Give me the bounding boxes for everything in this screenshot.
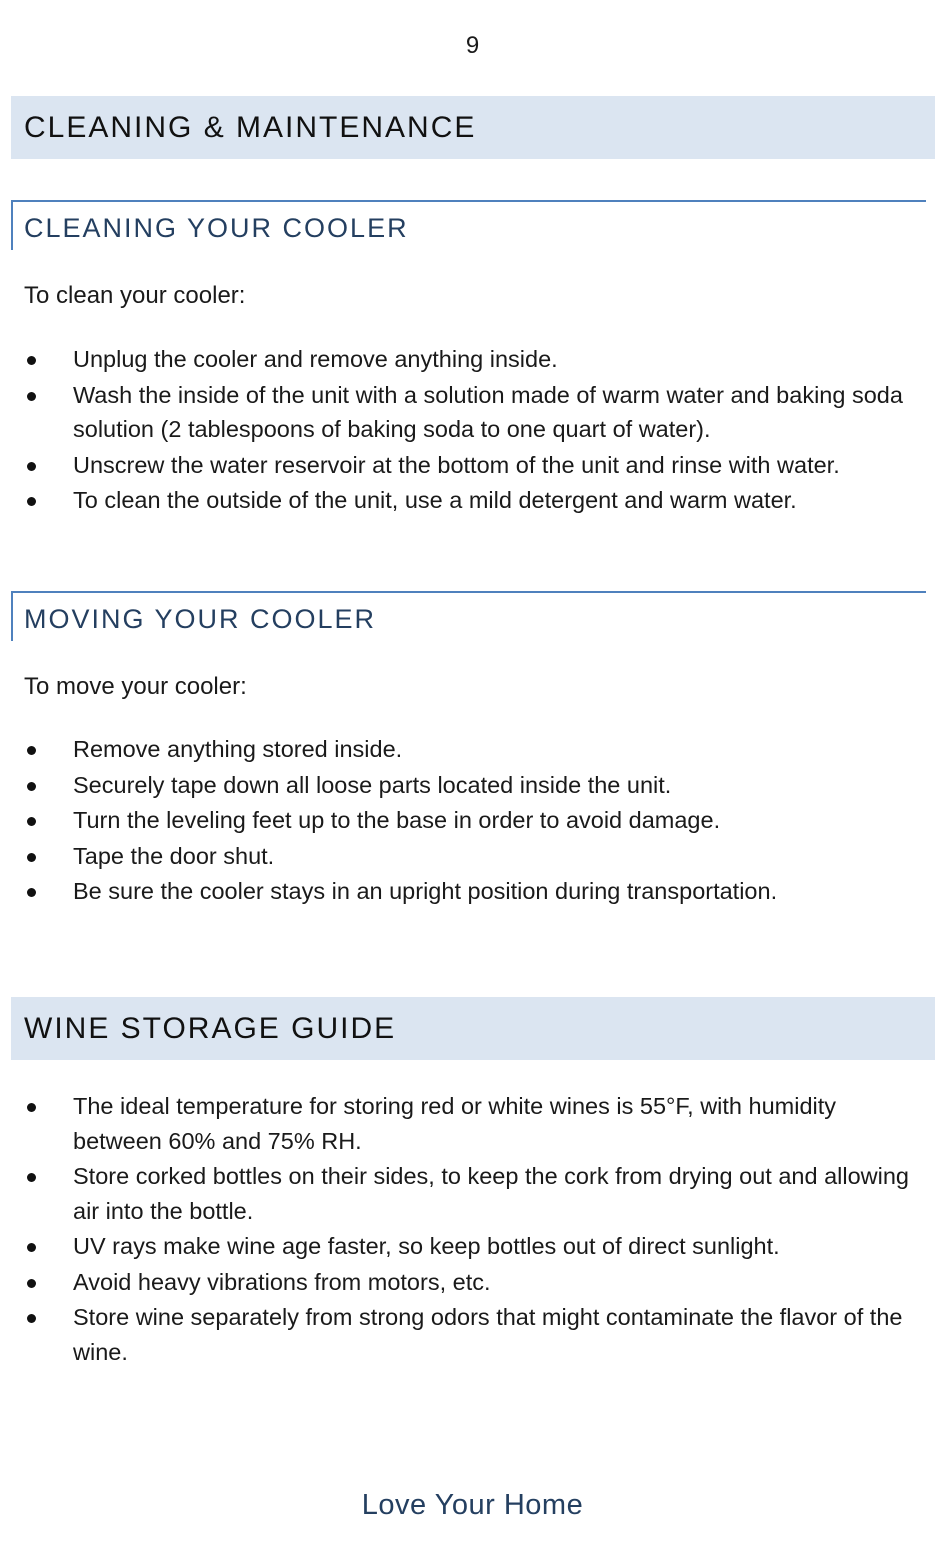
list-item-text: The ideal temperature for storing red or white wines is 55°F, with humidity between 60% and 75% RH.	[73, 1093, 837, 1154]
bullet-icon	[27, 497, 36, 506]
list-item-text: Be sure the cooler stays in an upright position during transportation.	[73, 878, 778, 904]
cleaning-steps-list	[24, 342, 924, 519]
bullet-icon	[27, 1173, 36, 1182]
list-item-text: Turn the leveling feet up to the base in order to avoid damage.	[73, 807, 721, 833]
list-item	[24, 803, 924, 838]
list-item	[24, 1229, 924, 1264]
list-item	[24, 839, 924, 874]
bullet-icon	[27, 853, 36, 862]
list-item-text: Wash the inside of the unit with a solution made of warm water and baking soda solution (2 tablespoons of baking soda to one quart of water).	[73, 381, 903, 442]
list-item	[24, 1089, 924, 1158]
section-heading-wine-storage-guide: WINE STORAGE GUIDE	[11, 997, 935, 1060]
list-item	[24, 874, 924, 909]
subheading-moving-your-cooler: MOVING YOUR COOLER	[11, 591, 926, 641]
list-item	[24, 342, 924, 377]
bullet-icon	[27, 888, 36, 897]
list-item-text: Securely tape down all loose parts located inside the unit.	[73, 771, 672, 798]
section-heading-cleaning-maintenance: CLEANING & MAINTENANCE	[11, 96, 935, 159]
list-item	[24, 483, 924, 518]
list-item	[24, 768, 924, 803]
subheading-cleaning-your-cooler: CLEANING YOUR COOLER	[11, 200, 926, 250]
list-item-text: Unplug the cooler and remove anything inside.	[73, 346, 558, 372]
list-item-text: To clean the outside of the unit, use a mild detergent and warm water.	[73, 487, 797, 513]
list-item	[24, 1265, 924, 1300]
list-item-text: UV rays make wine age faster, so keep bottles out of direct sunlight.	[73, 1233, 780, 1259]
list-item	[24, 448, 924, 483]
wine-storage-list	[24, 1089, 924, 1370]
list-item	[24, 732, 924, 767]
bullet-icon	[27, 746, 36, 755]
list-item-text: Unscrew the water reservoir at the bottom of the unit and rinse with water.	[73, 451, 840, 478]
bullet-icon	[27, 462, 36, 471]
list-item-text: Remove anything stored inside.	[73, 736, 403, 762]
footer-tagline: Love Your Home	[361, 1489, 584, 1521]
moving-steps-list	[24, 732, 924, 910]
bullet-icon	[27, 782, 36, 791]
bullet-icon	[27, 356, 36, 365]
cleaning-intro: To clean your cooler:	[24, 282, 246, 309]
list-item-text: Avoid heavy vibrations from motors, etc.	[73, 1268, 491, 1295]
list-item	[24, 1159, 924, 1228]
bullet-icon	[27, 1243, 36, 1252]
bullet-icon	[27, 1314, 36, 1323]
list-item	[24, 1300, 924, 1369]
moving-intro: To move your cooler:	[24, 673, 247, 700]
bullet-icon	[27, 1103, 36, 1112]
list-item	[24, 378, 924, 447]
list-item-text: Store wine separately from strong odors that might contaminate the flavor of the wine.	[73, 1304, 903, 1365]
list-item-text: Tape the door shut.	[73, 842, 275, 869]
list-item-text: Store corked bottles on their sides, to keep the cork from drying out and allowing air into the bottle.	[73, 1163, 910, 1224]
bullet-icon	[27, 1279, 36, 1288]
bullet-icon	[27, 392, 36, 401]
page-number: 9	[465, 32, 480, 59]
bullet-icon	[27, 817, 36, 826]
